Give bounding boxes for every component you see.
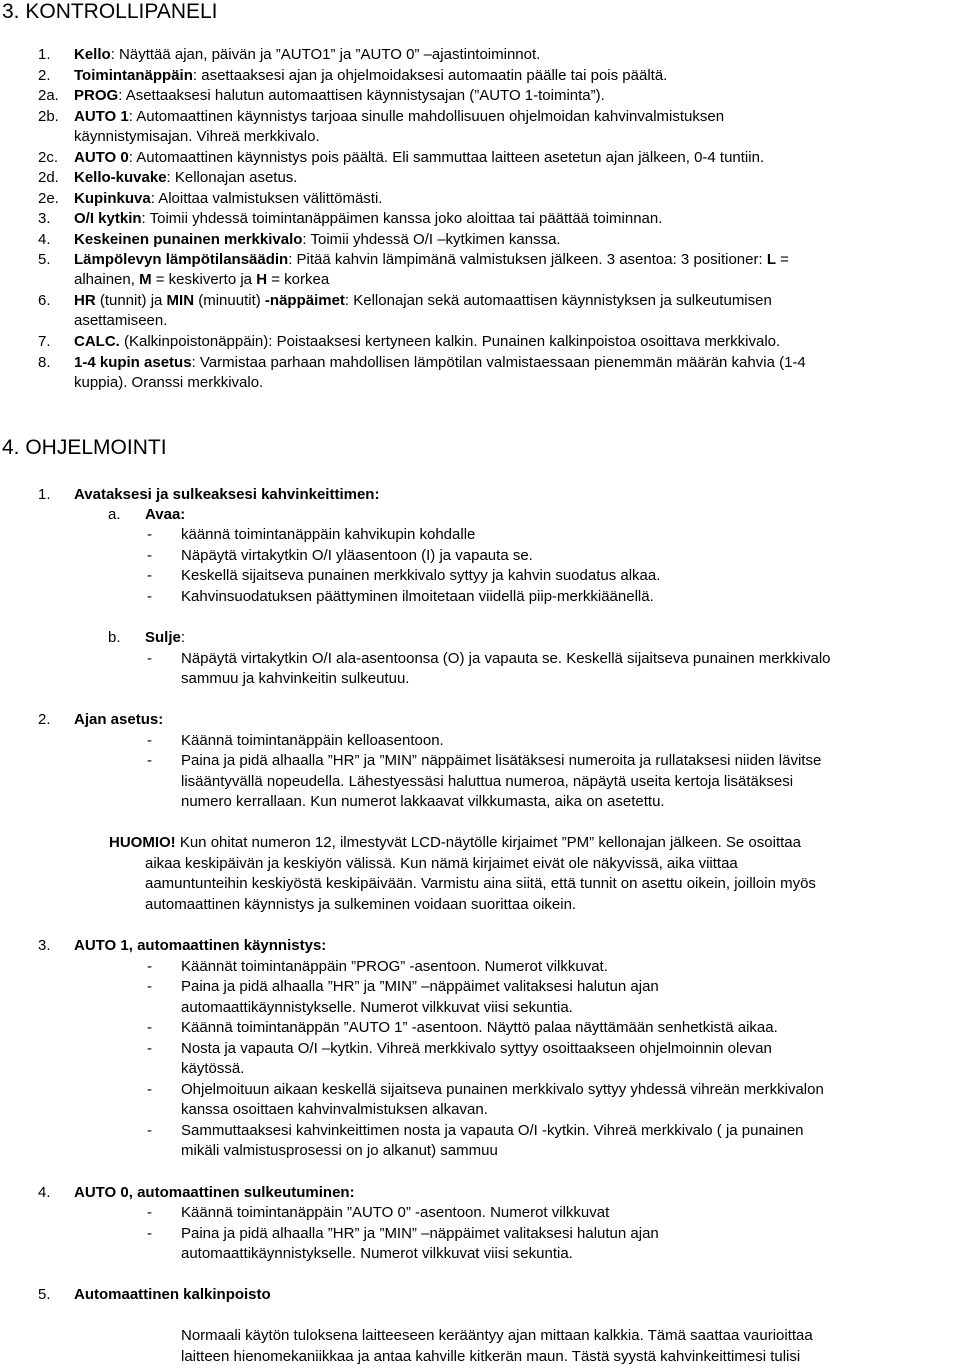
subsection-heading: Ajan asetus:	[74, 711, 164, 728]
sub-item-heading: Sulje:	[145, 629, 186, 646]
bullet-dash: -	[147, 588, 152, 605]
bullet-dash: -	[147, 732, 152, 749]
note-line: aikaa keskipäivän ja keskiyön välissä. Kun nämä kirjaimet eivät ole näkyvissä, aika viittaa	[145, 855, 738, 872]
subsection-heading: AUTO 1, automaattinen käynnistys:	[74, 937, 327, 954]
bullet-dash: -	[147, 1081, 152, 1098]
list-item: Kello-kuvake: Kellonajan asetus.	[74, 169, 298, 186]
item-number: 7.	[38, 333, 51, 350]
list-item-continuation: alhainen, M = keskiverto ja H = korkea	[74, 271, 330, 288]
list-item-continuation: asettamiseen.	[74, 312, 168, 329]
paragraph-line: laitteen hienomekaniikkaa ja antaa kahville kitkerän maun. Tästä syystä kahvinkeittimesi tulisi	[181, 1348, 801, 1365]
list-item: Kahvinsuodatuksen päättyminen ilmoitetaan viidellä piip-merkkiäänellä.	[181, 588, 654, 605]
note-line: aamuntunteihin keskiyöstä keskipäivään. Varmistu aina siitä, että tunnit on asettu oikein, joilloin myös	[145, 875, 816, 892]
bullet-dash: -	[147, 1019, 152, 1036]
subsection-heading: AUTO 0, automaattinen sulkeutuminen:	[74, 1184, 355, 1201]
item-number: 1.	[38, 486, 51, 503]
item-number: 2e.	[38, 190, 59, 207]
list-item-continuation: kanssa osoittaen kahvinvalmistuksen alkavan.	[181, 1101, 488, 1118]
list-item: Paina ja pidä alhaalla ”HR” ja ”MIN” –näppäimet valitaksesi halutun ajan	[181, 978, 659, 995]
list-item-continuation: lisääntyvällä nopeudella. Lähestyessäsi haluttua numeroa, näpäytä useita kertoja lisätäksesi	[181, 773, 794, 790]
list-item-continuation: automaattikäynnistykselle. Numerot vilkkuvat viisi sekuntia.	[181, 999, 573, 1016]
list-item: Näpäytä virtakytkin O/I yläasentoon (I) ja vapauta se.	[181, 547, 533, 564]
note-line: HUOMIO! Kun ohitat numeron 12, ilmestyvät LCD-näytölle kirjaimet ”PM” kellonajan jälkeen. Se osoittaa	[109, 834, 801, 851]
bullet-dash: -	[147, 1122, 152, 1139]
item-number: 2.	[38, 711, 51, 728]
item-number: 6.	[38, 292, 51, 309]
item-number: 5.	[38, 1286, 51, 1303]
item-number: 3.	[38, 937, 51, 954]
bullet-dash: -	[147, 547, 152, 564]
list-item: Keskellä sijaitseva punainen merkkivalo syttyy ja kahvin suodatus alkaa.	[181, 567, 661, 584]
bullet-dash: -	[147, 978, 152, 995]
item-number: 4.	[38, 1184, 51, 1201]
item-number: 2b.	[38, 108, 59, 125]
bullet-dash: -	[147, 567, 152, 584]
item-number: 8.	[38, 354, 51, 371]
list-item: Kello: Näyttää ajan, päivän ja ”AUTO1” ja ”AUTO 0” –ajastintoiminnot.	[74, 46, 541, 63]
list-item-continuation: sammuu ja kahvinkeitin sulkeutuu.	[181, 670, 410, 687]
item-number: 4.	[38, 231, 51, 248]
item-number: 1.	[38, 46, 51, 63]
list-item: Lämpölevyn lämpötilansäädin: Pitää kahvin lämpimänä valmistuksen jälkeen. 3 asentoa: 3 positioner: L =	[74, 251, 789, 268]
list-item: Toimintanäppäin: asettaaksesi ajan ja ohjelmoidaksesi automaatin päälle tai pois päältä.	[74, 67, 668, 84]
bullet-dash: -	[147, 1040, 152, 1057]
section-3-title: 3. KONTROLLIPANELI	[2, 0, 218, 23]
item-number: 2c.	[38, 149, 59, 166]
bullet-dash: -	[147, 1225, 152, 1242]
list-item-continuation: kuppia). Oranssi merkkivalo.	[74, 374, 264, 391]
item-number: 2.	[38, 67, 51, 84]
list-item: Käännät toimintanäppäin ”PROG” -asentoon. Numerot vilkkuvat.	[181, 958, 608, 975]
item-number: 2a.	[38, 87, 59, 104]
bullet-dash: -	[147, 526, 152, 543]
list-item: O/I kytkin: Toimii yhdessä toimintanäppäimen kanssa joko aloittaa tai päättää toiminnan.	[74, 210, 663, 227]
list-item: Käännä toimintanäppäin kelloasentoon.	[181, 732, 444, 749]
list-item: Ohjelmoituun aikaan keskellä sijaitseva punainen merkkivalo syttyy yhdessä vihreän merkkivalon	[181, 1081, 824, 1098]
list-item: käännä toimintanäppäin kahvikupin kohdalle	[181, 526, 476, 543]
list-item: AUTO 0: Automaattinen käynnistys pois päältä. Eli sammuttaa laitteen asetetun ajan jälkeen, 0-4 tuntiin.	[74, 149, 765, 166]
list-item: Keskeinen punainen merkkivalo: Toimii yhdessä O/I –kytkimen kanssa.	[74, 231, 561, 248]
list-item: Paina ja pidä alhaalla ”HR” ja ”MIN” –näppäimet valitaksesi halutun ajan	[181, 1225, 659, 1242]
bullet-dash: -	[147, 650, 152, 667]
list-item: Nosta ja vapauta O/I –kytkin. Vihreä merkkivalo syttyy osoittaakseen ohjelmoinnin olevan	[181, 1040, 772, 1057]
paragraph-line: Normaali käytön tuloksena laitteeseen kerääntyy ajan mittaan kalkkia. Tämä saattaa vaurioittaa	[181, 1327, 813, 1344]
list-item: Käännä toimintanäppäin ”AUTO 0” -asentoon. Numerot vilkkuvat	[181, 1204, 610, 1221]
bullet-dash: -	[147, 1204, 152, 1221]
bullet-dash: -	[147, 958, 152, 975]
bullet-dash: -	[147, 752, 152, 769]
list-item-continuation: käynnistymisajan. Vihreä merkkivalo.	[74, 128, 320, 145]
subsection-heading: Avataksesi ja sulkeaksesi kahvinkeittimen:	[74, 486, 380, 503]
item-number: 3.	[38, 210, 51, 227]
list-item: PROG: Asettaaksesi halutun automaattisen käynnistysajan (”AUTO 1-toiminta”).	[74, 87, 605, 104]
sub-item-heading: Avaa:	[145, 506, 186, 523]
sub-item-letter: b.	[108, 629, 121, 646]
item-number: 2d.	[38, 169, 59, 186]
list-item-continuation: käytössä.	[181, 1060, 245, 1077]
list-item: 1-4 kupin asetus: Varmistaa parhaan mahdollisen lämpötilan valmistaessaan pienemmän määrän kahvia (1-4	[74, 354, 806, 371]
list-item: AUTO 1: Automaattinen käynnistys tarjoaa sinulle mahdollisuuen ohjelmoidan kahvinvalmistuksen	[74, 108, 725, 125]
sub-item-letter: a.	[108, 506, 121, 523]
list-item-continuation: automaattikäynnistykselle. Numerot vilkkuvat viisi sekuntia.	[181, 1245, 573, 1262]
section-4-title: 4. OHJELMOINTI	[2, 436, 167, 459]
list-item-continuation: mikäli valmistusprosessi on jo alkanut) sammuu	[181, 1142, 498, 1159]
note-line: automaattinen käynnistys ja sulkeminen voidaan suorittaa oikein.	[145, 896, 577, 913]
note-label: HUOMIO!	[109, 834, 176, 851]
list-item: Näpäytä virtakytkin O/I ala-asentoonsa (O) ja vapauta se. Keskellä sijaitseva punainen merkkivalo	[181, 650, 831, 667]
list-item: CALC. (Kalkinpoistonäppäin): Poistaaksesi kertyneen kalkin. Punainen kalkinpoistoa osoittava merkkivalo.	[74, 333, 781, 350]
subsection-heading: Automaattinen kalkinpoisto	[74, 1286, 271, 1303]
list-item: Paina ja pidä alhaalla ”HR” ja ”MIN” näppäimet lisätäksesi numeroita ja rullataksesi niiden lävitse	[181, 752, 822, 769]
item-number: 5.	[38, 251, 51, 268]
list-item: Käännä toimintanäppän ”AUTO 1” -asentoon. Näyttö palaa näyttämään senhetkistä aikaa.	[181, 1019, 778, 1036]
list-item: Kupinkuva: Aloittaa valmistuksen välittömästi.	[74, 190, 383, 207]
list-item: Sammuttaaksesi kahvinkeittimen nosta ja vapauta O/I -kytkin. Vihreä merkkivalo ( ja punainen	[181, 1122, 804, 1139]
list-item-continuation: numero kerrallaan. Kun numerot lakkaavat vilkkumasta, aika on asetettu.	[181, 793, 665, 810]
list-item: HR (tunnit) ja MIN (minuutit) -näppäimet: Kellonajan sekä automaattisen käynnistyksen ja sulkeutumisen	[74, 292, 772, 309]
